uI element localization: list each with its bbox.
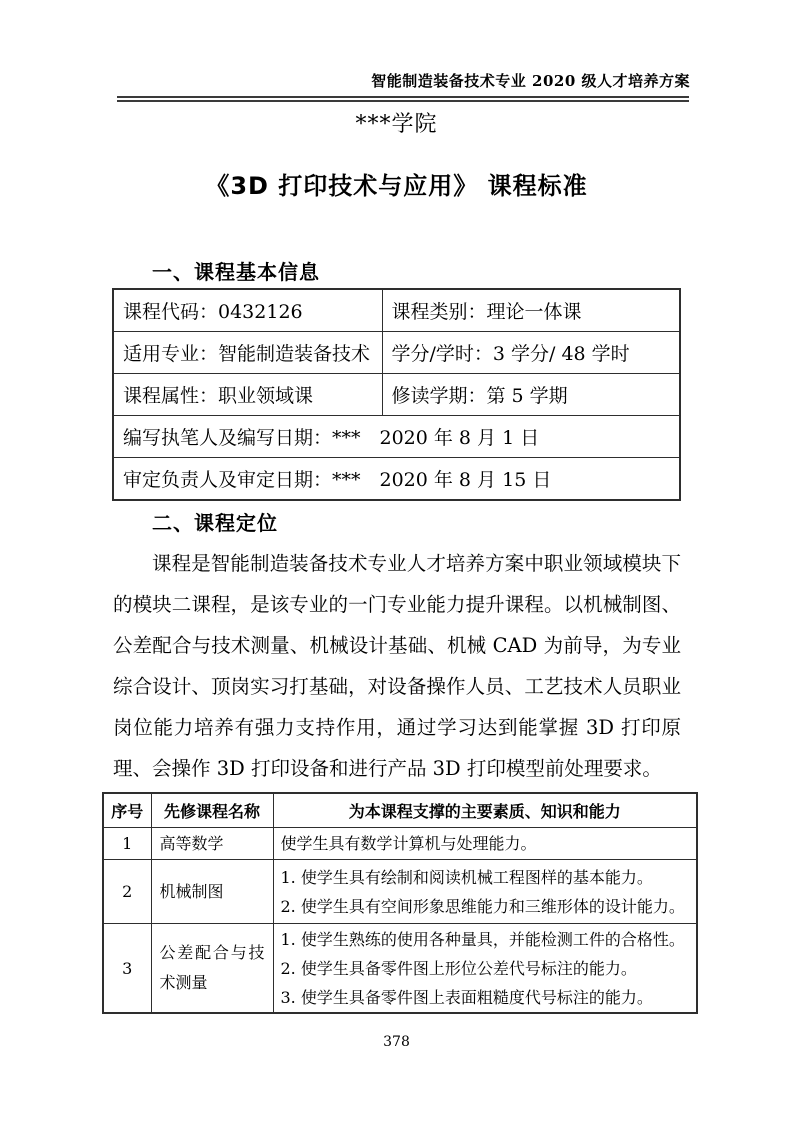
author-date-cell: 编写执笔人及编写日期：*** 2020 年 8 月 1 日 xyxy=(113,416,680,458)
table-row xyxy=(113,374,680,416)
table-header-row xyxy=(103,793,697,828)
row-number: 1 xyxy=(103,828,151,860)
col-header-abilities: 为本课程支撑的主要素质、知识和能力 xyxy=(273,793,697,828)
course-info-table xyxy=(112,288,681,501)
course-position-paragraph: 课程是智能制造装备技术专业人才培养方案中职业领域模块下的模块二课程，是该专业的一门专业能力提升课程。以机械制图、公差配合与技术测量、机械设计基础、机械 CAD 为前导，为专业综合设计、顶岗实习打基础，对设备操作人员、工艺技术人员职业岗位能力培养有强力支持作用，通过学习达到能掌握 3D 打印原理、会操作 3D 打印设备和进行产品 3D 打印模型前处理要求。 xyxy=(113,552,681,780)
applicable-major-cell: 适用专业：智能制造装备技术 xyxy=(113,332,382,374)
abilities-cell xyxy=(273,860,697,924)
course-category-cell: 课程类别：理论一体课 xyxy=(382,289,680,332)
ability-line: 1. 使学生具有绘制和阅读机械工程图样的基本能力。 xyxy=(280,867,653,887)
running-header: 智能制造装备技术专业 2020 级人才培养方案 xyxy=(371,72,690,90)
header-divider-line xyxy=(117,96,689,102)
table-row xyxy=(113,458,680,501)
table-row xyxy=(103,860,697,924)
course-code-cell: 课程代码：0432126 xyxy=(113,289,382,332)
table-row xyxy=(113,289,680,332)
ability-line: 2. 使学生具备零件图上形位公差代号标注的能力。 xyxy=(280,958,637,978)
semester-cell: 修读学期：第 5 学期 xyxy=(382,374,680,416)
col-header-number: 序号 xyxy=(103,793,151,828)
abilities-cell xyxy=(273,924,697,1014)
abilities-cell xyxy=(273,828,697,860)
ability-line: 使学生具有数学计算机与处理能力。 xyxy=(280,834,537,853)
ability-line: 3. 使学生具备零件图上表面粗糙度代号标注的能力。 xyxy=(280,987,653,1007)
table-row xyxy=(113,416,680,458)
row-number: 3 xyxy=(103,924,151,1014)
institution-title: ***学院 xyxy=(355,112,438,137)
table-row xyxy=(103,924,697,1014)
table-row xyxy=(103,828,697,860)
prerequisite-courses-table xyxy=(102,792,698,1014)
credits-hours-cell: 学分/学时：3 学分/ 48 学时 xyxy=(382,332,680,374)
row-number: 2 xyxy=(103,860,151,924)
document-title: 《3D 打印技术与应用》 课程标准 xyxy=(205,172,588,200)
col-header-course-name: 先修课程名称 xyxy=(151,793,273,828)
ability-line: 2. 使学生具有空间形象思维能力和三维形体的设计能力。 xyxy=(280,896,685,916)
course-name: 机械制图 xyxy=(151,860,273,924)
course-name: 公差配合与技术测量 xyxy=(151,924,273,1014)
reviewer-date-cell: 审定负责人及审定日期：*** 2020 年 8 月 15 日 xyxy=(113,458,680,501)
section2-heading: 二、课程定位 xyxy=(152,511,278,535)
course-attribute-cell: 课程属性：职业领域课 xyxy=(113,374,382,416)
ability-line: 1. 使学生熟练的使用各种量具，并能检测工件的合格性。 xyxy=(280,929,685,949)
table-row xyxy=(113,332,680,374)
page-number: 378 xyxy=(383,1034,410,1050)
course-name: 高等数学 xyxy=(151,828,273,860)
section1-heading: 一、课程基本信息 xyxy=(152,260,320,284)
